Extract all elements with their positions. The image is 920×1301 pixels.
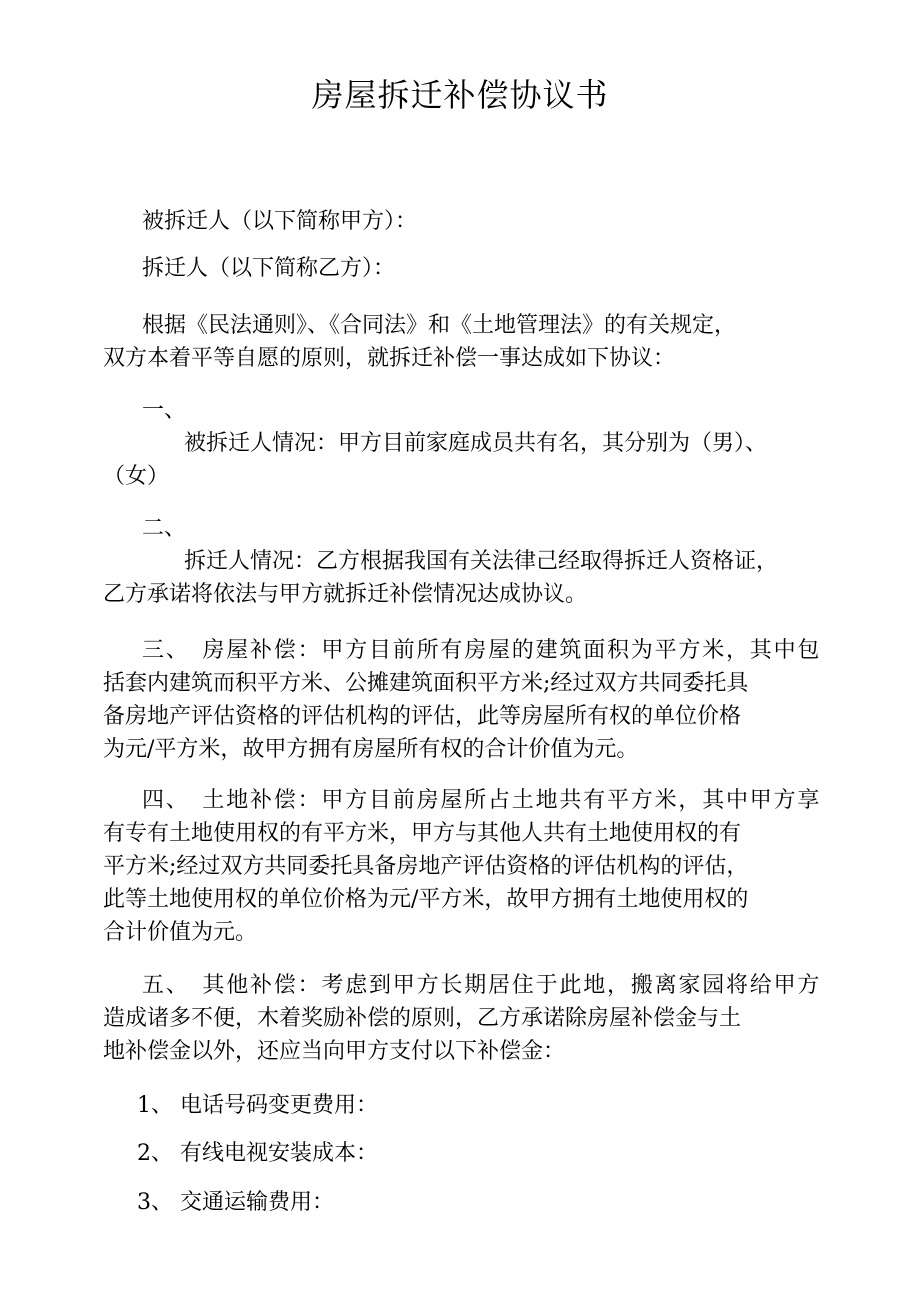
document-line: 三、 房屋补偿：甲方目前所有房屋的建筑面积为平方米，其中包: [142, 638, 822, 663]
document-line: 为元/平方米，故甲方拥有房屋所有权的合计价值为元。: [103, 737, 639, 762]
document-line: 根据《民法通则》、《合同法》和《土地管理法》的有关规定，: [142, 313, 737, 338]
document-line: 拆迁人（以下简称乙方）：: [142, 256, 396, 281]
document-body: [0, 205, 883, 1219]
document-line: 双方本着平等自愿的原则，就拆迁补偿一事达成如下协议：: [103, 346, 676, 371]
document-line: 二、: [142, 516, 187, 541]
document-line: 括套内建筑而积平方米、公摊建筑面积平方米;经过双方共同委托具: [103, 671, 749, 696]
document-line: 一、: [142, 398, 187, 423]
document-line: 合计价值为元。: [103, 920, 258, 945]
document-line: 有专有土地使用权的有平方米，甲方与其他人共有土地使用权的有: [103, 821, 742, 846]
document-line: 此等土地使用权的单位价格为元/平方米，故甲方拥有土地使用权的: [103, 887, 749, 912]
document-list-item: 2、 有线电视安装成本：: [137, 1141, 378, 1166]
document-line: 拆迁人情况：乙方根据我国有关法律己经取得拆迁人资格证，: [184, 549, 779, 574]
document-title: 房屋拆迁补偿协议书: [311, 76, 609, 114]
document-list-item: 1、 电话号码变更费用：: [137, 1093, 378, 1118]
document-line: 乙方承诺将依法与甲方就拆迁补偿情况达成协议。: [103, 582, 588, 607]
document-line: 地补偿金以外，还应当向甲方支付以下补偿金：: [103, 1039, 566, 1064]
document-list-item: 3、 交通运输费用：: [137, 1190, 334, 1215]
document-line: （女）: [103, 464, 170, 489]
document-line: 被拆迁人情况：甲方目前家庭成员共有名，其分别为（男）、: [184, 431, 768, 456]
document-line: 平方米;经过双方共同委托具备房地产评估资格的评估机构的评估，: [103, 854, 749, 879]
document-line: 造成诸多不便，木着奖励补偿的原则，乙方承诺除房屋补偿金与土: [103, 1006, 742, 1031]
document-line: 被拆迁人（以下简称甲方）：: [142, 209, 418, 234]
document-line: 四、 土地补偿：甲方目前房屋所占土地共有平方米，其中甲方享: [142, 788, 822, 813]
document-line: 备房地产评估资格的评估机构的评估，此等房屋所有权的单位价格: [103, 704, 742, 729]
document-line: 五、 其他补偿：考虑到甲方长期居住于此地，搬离家园将给甲方: [142, 973, 822, 998]
